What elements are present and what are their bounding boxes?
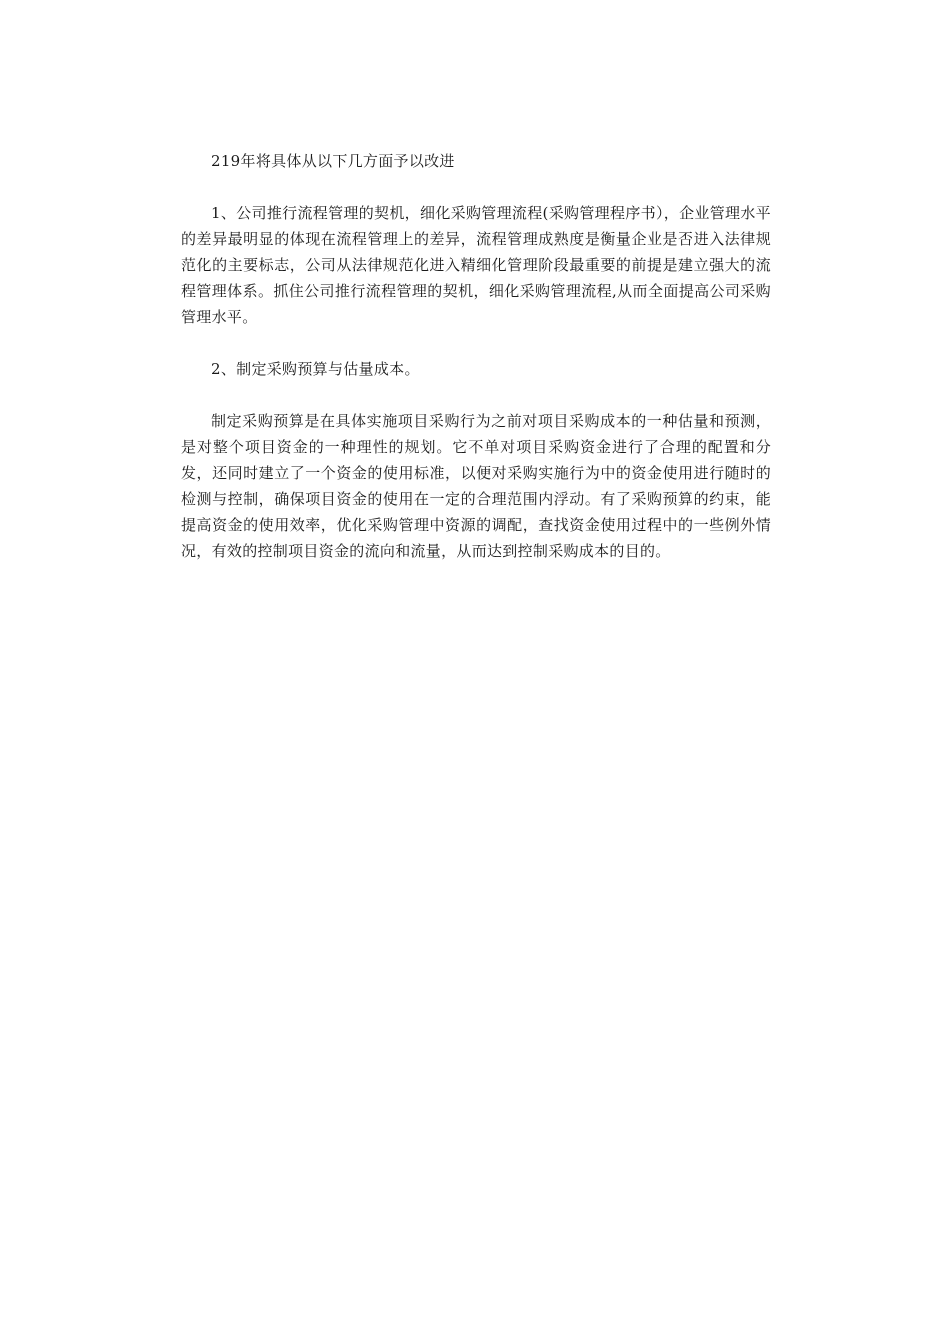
item-1-paragraph: 1、公司推行流程管理的契机，细化采购管理流程(采购管理程序书），企业管理水平的差异最明显的体现在流程管理上的差异，流程管理成熟度是衡量企业是否进入法律规范化的主要标志，公司从法律规范化进入精细化管理阶段最重要的前提是建立强大的流程管理体系。抓住公司推行流程管理的契机，细化采购管理流程,从而全面提高公司采购管理水平。	[181, 204, 771, 326]
intro-paragraph: 219年将具体从以下几方面予以改进	[211, 152, 455, 170]
item-2-heading: 2、制定采购预算与估量成本。	[211, 360, 420, 378]
budget-paragraph: 制定采购预算是在具体实施项目采购行为之前对项目采购成本的一种估量和预测，是对整个项目资金的一种理性的规划。它不单对项目采购资金进行了合理的配置和分发，还同时建立了一个资金的使用标准，以便对采购实施行为中的资金使用进行随时的检测与控制，确保项目资金的使用在一定的合理范围内浮动。有了采购预算的约束，能提高资金的使用效率，优化采购管理中资源的调配，查找资金使用过程中的一些例外情况，有效的控制项目资金的流向和流量，从而达到控制采购成本的目的。	[181, 412, 771, 560]
document-body	[181, 148, 771, 590]
